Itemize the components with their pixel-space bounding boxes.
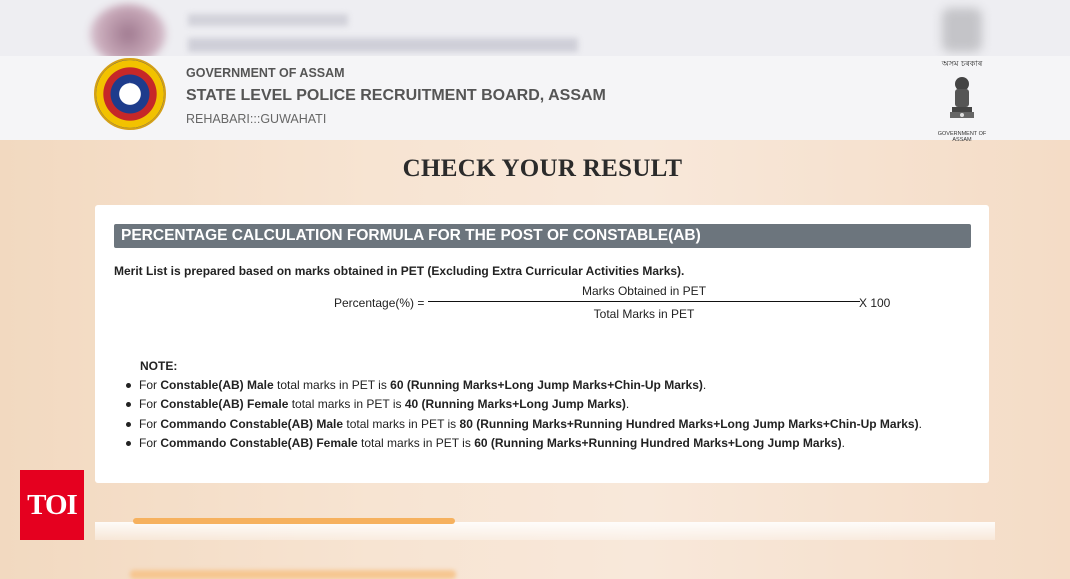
star-icon: ✦ xyxy=(120,78,140,103)
blurred-emblem xyxy=(942,8,982,52)
state-emblem xyxy=(930,58,994,143)
blurred-logo xyxy=(90,4,166,64)
blurred-text xyxy=(188,38,578,52)
formula-numerator: Marks Obtained in PET xyxy=(581,284,707,298)
section-heading: PERCENTAGE CALCULATION FORMULA FOR THE POST OF CONSTABLE(AB) xyxy=(114,224,971,248)
blurred-background-header xyxy=(0,0,1070,58)
list-item: For Commando Constable(AB) Male total marks in PET is 80 (Running Marks+Running Hundred Marks+Long Jump Marks+Chin-Up Marks). xyxy=(139,415,922,434)
bullet-icon xyxy=(126,402,131,407)
note-heading: NOTE: xyxy=(140,359,178,373)
site-header xyxy=(0,56,1070,143)
assam-police-logo xyxy=(94,58,166,130)
list-item: For Constable(AB) Male total marks in PET is 60 (Running Marks+Long Jump Marks+Chin-Up Marks). xyxy=(139,376,922,395)
government-label: GOVERNMENT OF ASSAM xyxy=(186,66,345,80)
emblem-bottom-text: GOVERNMENT OF ASSAM xyxy=(937,131,987,143)
orange-accent-bar-blurred xyxy=(130,570,456,579)
formula-label: Percentage(%) = xyxy=(334,296,425,310)
page-title: CHECK YOUR RESULT xyxy=(402,155,683,182)
bullet-icon xyxy=(126,422,131,427)
location-label: REHABARI:::GUWAHATI xyxy=(186,112,327,126)
emblem-top-text: অসম চৰকাৰ xyxy=(941,59,983,68)
bullet-icon xyxy=(126,441,131,446)
formula-denominator: Total Marks in PET xyxy=(593,307,695,321)
bullet-icon xyxy=(126,383,131,388)
notes-list xyxy=(139,376,922,453)
orange-accent-bar xyxy=(133,518,455,524)
header-text xyxy=(186,66,606,126)
formula-multiplier: X 100 xyxy=(859,296,891,310)
merit-list-note: Merit List is prepared based on marks obtained in PET (Excluding Extra Curricular Activities Marks). xyxy=(114,264,685,278)
result-info-card xyxy=(95,205,989,483)
list-item: For Commando Constable(AB) Female total marks in PET is 60 (Running Marks+Running Hundred Marks+Long Jump Marks). xyxy=(139,434,922,453)
lion-capital-icon xyxy=(947,74,977,124)
lower-section-band xyxy=(95,522,995,540)
toi-watermark-logo: TOI xyxy=(20,470,84,540)
board-name: STATE LEVEL POLICE RECRUITMENT BOARD, ASSAM xyxy=(186,87,606,104)
list-item: For Constable(AB) Female total marks in PET is 40 (Running Marks+Long Jump Marks). xyxy=(139,395,922,414)
fraction-line xyxy=(428,301,860,302)
blurred-text xyxy=(188,14,348,26)
